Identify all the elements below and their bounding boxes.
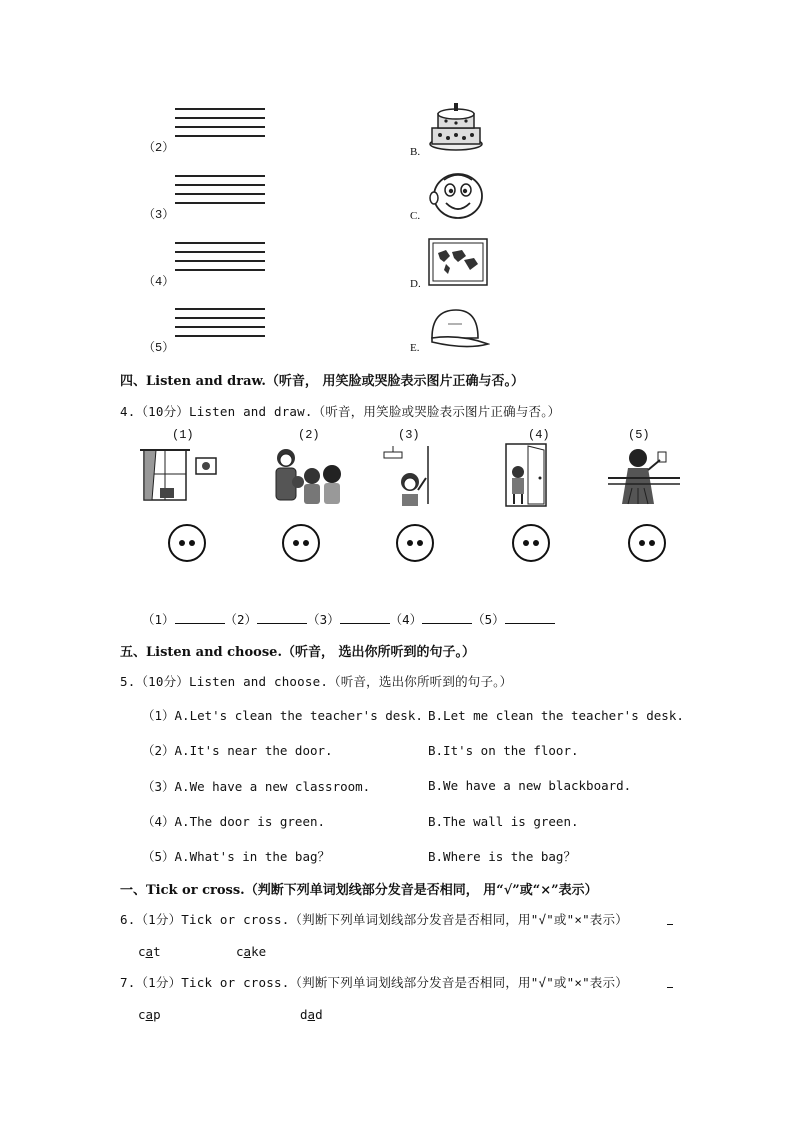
blank-face-icon[interactable]	[168, 524, 206, 562]
picture-label: (5)	[628, 428, 650, 442]
blank-face-icon[interactable]	[396, 524, 434, 562]
answer-blank[interactable]	[667, 924, 673, 925]
answer-blanks	[142, 610, 555, 628]
question-text: 5.（10分）Listen and choose.（听音，选出你所听到的句子。）	[120, 674, 513, 689]
option-label: E.	[410, 342, 420, 354]
picture-label: (2)	[298, 428, 320, 442]
window-picture-icon	[140, 444, 220, 508]
section-heading: 一、Tick or cross.（判断下列单词划线部分发音是否相同， 用“√”或“×”表示）	[120, 883, 598, 898]
choice-b[interactable]: B.We have a new blackboard.	[428, 778, 632, 793]
picture-label: (3)	[398, 428, 420, 442]
writing-lines	[175, 242, 265, 278]
blank-face-icon[interactable]	[282, 524, 320, 562]
word-item: dad	[300, 1007, 323, 1022]
choice-b[interactable]: B.The wall is green.	[428, 814, 579, 829]
word-item: cake	[236, 944, 267, 959]
family-icon	[268, 444, 348, 508]
picture-label: (1)	[172, 428, 194, 442]
picture-label: (4)	[528, 428, 550, 442]
choice-a[interactable]: （5）A.What's in the bag？	[142, 849, 331, 864]
cap-icon	[426, 304, 490, 350]
choice-b[interactable]: B.It's on the floor.	[428, 743, 579, 758]
answer-label: （3）	[307, 612, 340, 627]
cake-icon	[428, 100, 484, 152]
question-text: 7.（1分）Tick or cross.（判断下列单词划线部分发音是否相同，用"√"或"×"表示）	[120, 975, 628, 990]
item-number: （2）	[143, 141, 175, 155]
answer-label: （2）	[224, 612, 258, 627]
item-number: （4）	[143, 275, 175, 289]
question-text: 4.（10分）Listen and draw.（听音，用笑脸或哭脸表示图片正确与否。）	[120, 404, 561, 419]
answer-blank[interactable]	[505, 623, 555, 624]
choice-a[interactable]: （2）A.It's near the door.	[142, 743, 333, 758]
light-switch-icon	[380, 444, 440, 508]
blank-face-icon[interactable]	[512, 524, 550, 562]
answer-blank[interactable]	[175, 623, 225, 624]
choice-b[interactable]: B.Where is the bag？	[428, 849, 576, 864]
choice-a[interactable]: （3）A.We have a new classroom.	[142, 779, 371, 794]
answer-blank[interactable]	[340, 623, 390, 624]
choice-b[interactable]: B.Let me clean the teacher's desk.	[428, 708, 684, 723]
choice-a[interactable]: （1）A.Let's clean the teacher's desk.	[142, 708, 423, 723]
writing-lines	[175, 108, 265, 144]
answer-blank[interactable]	[667, 987, 673, 988]
writing-lines	[175, 175, 265, 211]
section-heading: 五、Listen and choose.（听音， 选出你所听到的句子。）	[120, 645, 475, 660]
word-item: cat	[138, 944, 161, 959]
girl-cleaning-icon	[608, 444, 680, 508]
item-number: （5）	[143, 341, 175, 355]
blank-face-icon[interactable]	[628, 524, 666, 562]
item-number: （3）	[143, 208, 175, 222]
option-label: C.	[410, 210, 421, 222]
question-text: 6.（1分）Tick or cross.（判断下列单词划线部分发音是否相同，用"√"或"×"表示）	[120, 912, 628, 927]
answer-label: （4）	[389, 612, 423, 627]
choice-a[interactable]: （4）A.The door is green.	[142, 814, 326, 829]
word-item: cap	[138, 1007, 161, 1022]
answer-label: （1）	[142, 612, 175, 627]
map-icon	[428, 238, 488, 286]
section-heading: 四、Listen and draw.（听音， 用笑脸或哭脸表示图片正确与否。）	[120, 374, 524, 389]
answer-label: （5）	[472, 612, 505, 627]
option-label: D.	[410, 278, 421, 290]
answer-blank[interactable]	[257, 623, 307, 624]
door-icon	[498, 440, 558, 508]
option-label: B.	[410, 146, 421, 158]
writing-lines	[175, 308, 265, 344]
answer-blank[interactable]	[422, 623, 472, 624]
face-icon	[428, 170, 486, 220]
